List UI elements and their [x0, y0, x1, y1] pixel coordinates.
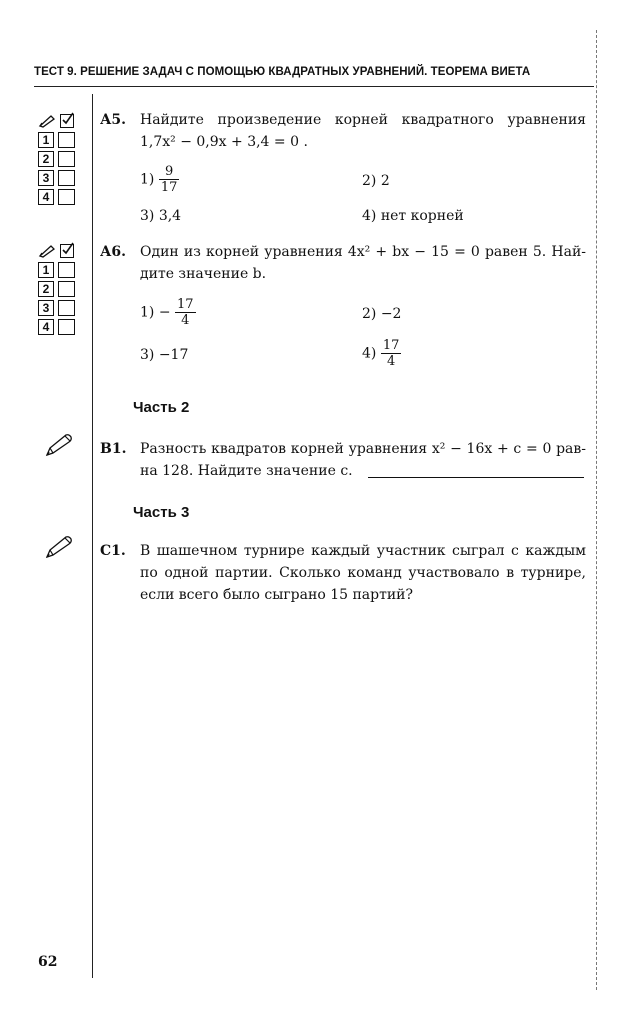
page-header-title: ТЕСТ 9. РЕШЕНИЕ ЗАДАЧ С ПОМОЩЬЮ КВАДРАТНЫХ УРАВНЕНИЙ. ТЕОРЕМА ВИЕТА — [34, 66, 531, 78]
answer-number-1: 1 — [38, 132, 54, 148]
question-line: Найдите произведение корней квадратного уравнения — [140, 112, 586, 128]
check-icon — [60, 114, 74, 128]
fraction — [381, 338, 402, 369]
question-label-a6: А6. — [100, 244, 127, 260]
answer-checkbox[interactable] — [58, 281, 75, 297]
option-a6-3[interactable]: 3) −17 — [140, 347, 189, 363]
option-a5-3[interactable]: 3) 3,4 — [140, 208, 182, 224]
fraction — [159, 164, 180, 195]
section-title-part3: Часть 3 — [133, 504, 190, 521]
answer-input-line-b1[interactable] — [368, 477, 584, 478]
question-text-a5 — [140, 109, 586, 153]
option-a5-4[interactable]: 4) нет корней — [362, 208, 464, 224]
fraction-denominator: 4 — [175, 312, 196, 328]
fraction-denominator: 4 — [381, 353, 402, 369]
question-line: В шашечном турнире каждый участник сыграл с каждым — [140, 543, 586, 559]
option-prefix: 1) — [140, 171, 155, 188]
answer-grid-a6 — [38, 242, 82, 337]
section-title-part2: Часть 2 — [133, 399, 190, 416]
question-line: если всего было сыграно 15 партий? — [140, 587, 414, 603]
question-line: на 128. Найдите значение c. — [140, 463, 353, 479]
pencil-icon — [44, 534, 74, 560]
option-prefix: 4) — [362, 345, 377, 362]
question-text-a6 — [140, 241, 586, 285]
fraction-numerator: 17 — [177, 297, 194, 312]
question-label-c1: С1. — [100, 543, 126, 559]
answer-checkbox[interactable] — [58, 170, 75, 186]
option-prefix: 1) − — [140, 304, 171, 321]
margin-rule — [92, 94, 93, 978]
question-line: Один из корней уравнения 4x² + bx − 15 = 0 равен 5. Най- — [140, 244, 586, 260]
question-text-b1 — [140, 438, 586, 482]
answer-number-2: 2 — [38, 281, 54, 297]
fraction — [175, 297, 196, 328]
answer-checkbox[interactable] — [58, 151, 75, 167]
fraction-numerator: 9 — [164, 164, 174, 179]
answer-checkbox[interactable] — [58, 132, 75, 148]
option-a6-1[interactable] — [140, 297, 196, 328]
pencil-icon — [44, 432, 74, 458]
answer-number-1: 1 — [38, 262, 54, 278]
answer-number-3: 3 — [38, 170, 54, 186]
page-number: 62 — [38, 954, 58, 970]
cut-line — [596, 30, 597, 990]
option-a6-4[interactable] — [362, 338, 401, 369]
check-icon — [60, 244, 74, 258]
question-label-b1: В1. — [100, 441, 127, 457]
question-line: 1,7x² − 0,9x + 3,4 = 0 . — [140, 134, 308, 150]
question-line: дите значение b. — [140, 266, 267, 282]
pen-icon — [38, 114, 56, 128]
fraction-numerator: 17 — [382, 338, 400, 353]
answer-checkbox[interactable] — [58, 189, 75, 205]
answer-checkbox[interactable] — [58, 262, 75, 278]
answer-number-4: 4 — [38, 189, 54, 205]
answer-number-2: 2 — [38, 151, 54, 167]
question-line: по одной партии. Сколько команд участвовало в турнире, — [140, 565, 586, 581]
question-line: Разность квадратов корней уравнения x² − 16x + c = 0 рав- — [140, 441, 586, 457]
header-rule — [34, 86, 594, 87]
answer-checkbox[interactable] — [58, 300, 75, 316]
question-text-c1 — [140, 540, 586, 606]
fraction-denominator: 17 — [160, 180, 178, 195]
answer-checkbox[interactable] — [58, 319, 75, 335]
option-a5-1[interactable] — [140, 164, 179, 195]
answer-number-4: 4 — [38, 319, 54, 335]
option-a5-2[interactable]: 2) 2 — [362, 173, 390, 189]
option-a6-2[interactable]: 2) −2 — [362, 306, 402, 322]
pen-icon — [38, 244, 56, 258]
answer-grid-a5 — [38, 112, 82, 207]
answer-number-3: 3 — [38, 300, 54, 316]
question-label-a5: А5. — [100, 112, 127, 128]
